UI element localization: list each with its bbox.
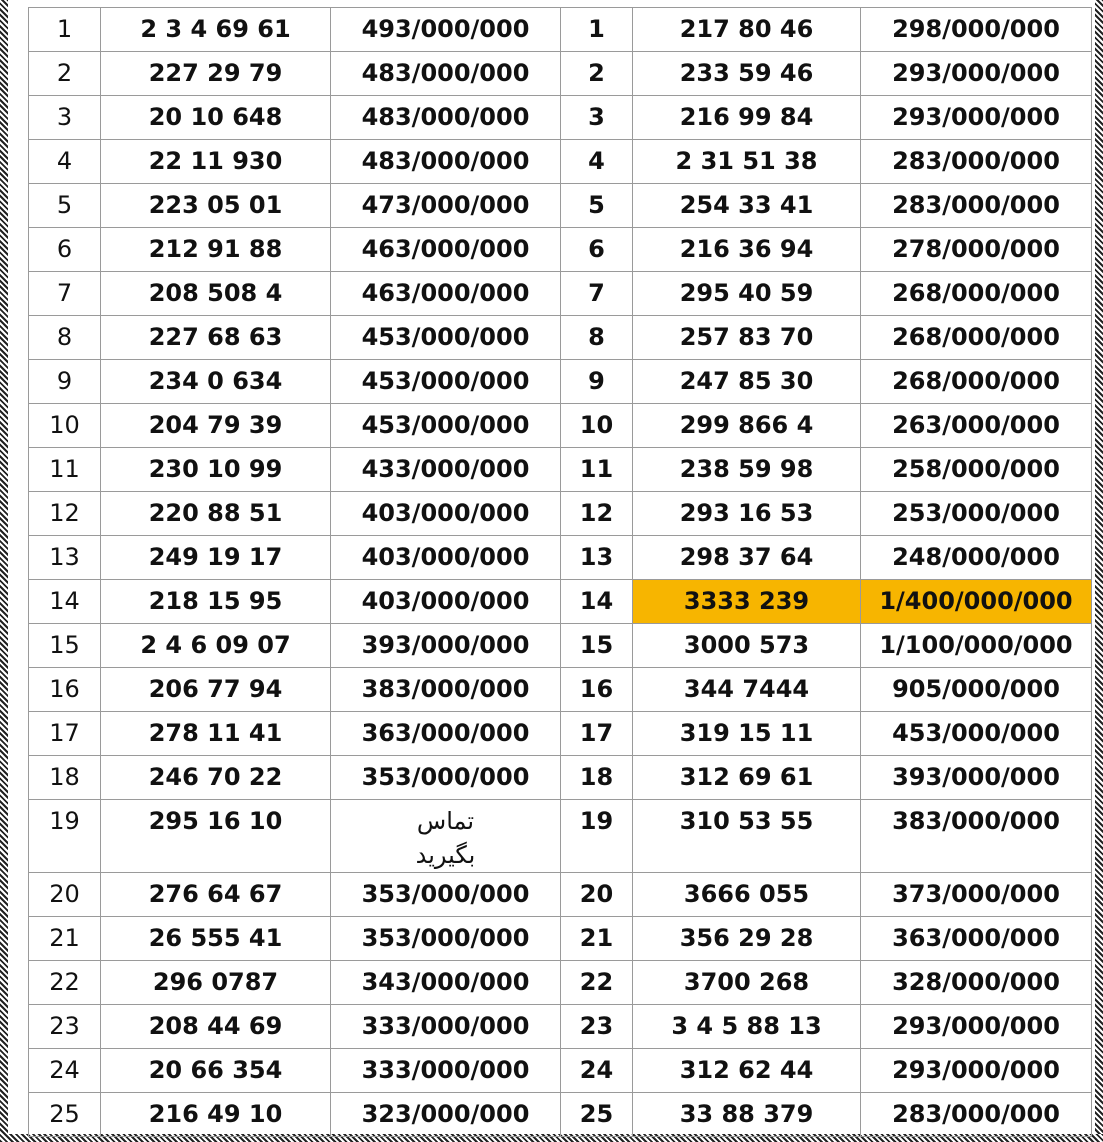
phone-number-left: 208 508 4 bbox=[101, 272, 331, 316]
phone-number-right: 312 62 44 bbox=[633, 1049, 861, 1093]
table-row bbox=[29, 272, 1092, 316]
phone-number-right: 216 99 84 bbox=[633, 96, 861, 140]
row-index-left: 12 bbox=[29, 492, 101, 536]
price-left: 353/000/000 bbox=[331, 756, 561, 800]
price-left: 463/000/000 bbox=[331, 228, 561, 272]
row-index-left: 7 bbox=[29, 272, 101, 316]
decorative-border-left bbox=[0, 0, 8, 1142]
table-row bbox=[29, 756, 1092, 800]
table-row bbox=[29, 712, 1092, 756]
price-left-contact bbox=[331, 800, 561, 873]
price-left: 403/000/000 bbox=[331, 536, 561, 580]
table-row bbox=[29, 228, 1092, 272]
phone-number-left: 22 11 930 bbox=[101, 140, 331, 184]
price-left: 393/000/000 bbox=[331, 624, 561, 668]
row-index-left: 16 bbox=[29, 668, 101, 712]
phone-number-left: 276 64 67 bbox=[101, 873, 331, 917]
row-index-left: 1 bbox=[29, 8, 101, 52]
price-right: 268/000/000 bbox=[861, 316, 1092, 360]
phone-number-right: 299 866 4 bbox=[633, 404, 861, 448]
phone-number-left: 246 70 22 bbox=[101, 756, 331, 800]
phone-number-left: 218 15 95 bbox=[101, 580, 331, 624]
phone-number-right: 217 80 46 bbox=[633, 8, 861, 52]
row-index-left: 19 bbox=[29, 800, 101, 873]
phone-number-left: 2 4 6 09 07 bbox=[101, 624, 331, 668]
row-index-right: 13 bbox=[561, 536, 633, 580]
row-index-right: 19 bbox=[561, 800, 633, 873]
row-index-left: 9 bbox=[29, 360, 101, 404]
row-index-right: 2 bbox=[561, 52, 633, 96]
price-right: 293/000/000 bbox=[861, 1005, 1092, 1049]
row-index-left: 13 bbox=[29, 536, 101, 580]
price-left: 483/000/000 bbox=[331, 96, 561, 140]
phone-number-right: 293 16 53 bbox=[633, 492, 861, 536]
phone-number-right: 312 69 61 bbox=[633, 756, 861, 800]
phone-number-right: 3666 055 bbox=[633, 873, 861, 917]
row-index-right: 4 bbox=[561, 140, 633, 184]
phone-number-right: 233 59 46 bbox=[633, 52, 861, 96]
phone-number-left: 227 29 79 bbox=[101, 52, 331, 96]
row-index-left: 2 bbox=[29, 52, 101, 96]
price-right: 363/000/000 bbox=[861, 917, 1092, 961]
phone-number-right: 216 36 94 bbox=[633, 228, 861, 272]
phone-number-right: 257 83 70 bbox=[633, 316, 861, 360]
price-left: 333/000/000 bbox=[331, 1049, 561, 1093]
table-row bbox=[29, 184, 1092, 228]
price-left: 483/000/000 bbox=[331, 52, 561, 96]
price-left: 483/000/000 bbox=[331, 140, 561, 184]
row-index-right: 22 bbox=[561, 961, 633, 1005]
phone-number-right: 295 40 59 bbox=[633, 272, 861, 316]
phone-number-left: 220 88 51 bbox=[101, 492, 331, 536]
phone-number-left: 216 49 10 bbox=[101, 1093, 331, 1137]
phone-number-left: 20 66 354 bbox=[101, 1049, 331, 1093]
phone-number-left: 234 0 634 bbox=[101, 360, 331, 404]
price-left: 403/000/000 bbox=[331, 580, 561, 624]
phone-number-right-highlighted: 3333 239 bbox=[633, 580, 861, 624]
phone-number-right: 310 53 55 bbox=[633, 800, 861, 873]
row-index-right: 5 bbox=[561, 184, 633, 228]
row-index-right: 15 bbox=[561, 624, 633, 668]
table-row bbox=[29, 492, 1092, 536]
table-row bbox=[29, 1005, 1092, 1049]
table-row bbox=[29, 668, 1092, 712]
phone-number-left: 249 19 17 bbox=[101, 536, 331, 580]
row-index-right: 23 bbox=[561, 1005, 633, 1049]
row-index-right: 20 bbox=[561, 873, 633, 917]
phone-number-right: 3700 268 bbox=[633, 961, 861, 1005]
row-index-left: 14 bbox=[29, 580, 101, 624]
row-index-left: 25 bbox=[29, 1093, 101, 1137]
price-left: 433/000/000 bbox=[331, 448, 561, 492]
row-index-left: 20 bbox=[29, 873, 101, 917]
row-index-right: 16 bbox=[561, 668, 633, 712]
row-index-right: 12 bbox=[561, 492, 633, 536]
price-right: 383/000/000 bbox=[861, 800, 1092, 873]
table-row bbox=[29, 580, 1092, 624]
table-row bbox=[29, 52, 1092, 96]
contact-text-line2: بگیرید bbox=[415, 841, 476, 869]
price-left: 383/000/000 bbox=[331, 668, 561, 712]
price-left: 453/000/000 bbox=[331, 360, 561, 404]
price-left: 453/000/000 bbox=[331, 316, 561, 360]
price-right: 293/000/000 bbox=[861, 96, 1092, 140]
phone-number-left: 296 0787 bbox=[101, 961, 331, 1005]
phone-number-price-table bbox=[28, 7, 1092, 1137]
row-index-left: 4 bbox=[29, 140, 101, 184]
price-right: 453/000/000 bbox=[861, 712, 1092, 756]
row-index-right: 17 bbox=[561, 712, 633, 756]
table-row bbox=[29, 1049, 1092, 1093]
table-row bbox=[29, 536, 1092, 580]
price-right: 268/000/000 bbox=[861, 272, 1092, 316]
price-right: 253/000/000 bbox=[861, 492, 1092, 536]
phone-number-right: 319 15 11 bbox=[633, 712, 861, 756]
row-index-left: 21 bbox=[29, 917, 101, 961]
price-right: 373/000/000 bbox=[861, 873, 1092, 917]
price-left: 463/000/000 bbox=[331, 272, 561, 316]
price-right: 248/000/000 bbox=[861, 536, 1092, 580]
table-row bbox=[29, 917, 1092, 961]
phone-number-left: 20 10 648 bbox=[101, 96, 331, 140]
row-index-right: 25 bbox=[561, 1093, 633, 1137]
phone-number-right: 344 7444 bbox=[633, 668, 861, 712]
price-right: 258/000/000 bbox=[861, 448, 1092, 492]
price-right: 905/000/000 bbox=[861, 668, 1092, 712]
phone-number-left: 204 79 39 bbox=[101, 404, 331, 448]
price-right: 328/000/000 bbox=[861, 961, 1092, 1005]
row-index-right: 11 bbox=[561, 448, 633, 492]
row-index-left: 10 bbox=[29, 404, 101, 448]
price-left: 323/000/000 bbox=[331, 1093, 561, 1137]
row-index-right: 1 bbox=[561, 8, 633, 52]
row-index-left: 5 bbox=[29, 184, 101, 228]
row-index-right: 8 bbox=[561, 316, 633, 360]
price-right: 283/000/000 bbox=[861, 140, 1092, 184]
phone-number-left: 212 91 88 bbox=[101, 228, 331, 272]
price-left: 403/000/000 bbox=[331, 492, 561, 536]
price-left: 353/000/000 bbox=[331, 917, 561, 961]
price-left: 493/000/000 bbox=[331, 8, 561, 52]
price-right: 263/000/000 bbox=[861, 404, 1092, 448]
phone-number-right: 247 85 30 bbox=[633, 360, 861, 404]
table-row bbox=[29, 873, 1092, 917]
table-row bbox=[29, 404, 1092, 448]
table-row bbox=[29, 96, 1092, 140]
price-right: 283/000/000 bbox=[861, 1093, 1092, 1137]
table-row bbox=[29, 1093, 1092, 1137]
row-index-right: 3 bbox=[561, 96, 633, 140]
phone-number-left: 2 3 4 69 61 bbox=[101, 8, 331, 52]
row-index-right: 21 bbox=[561, 917, 633, 961]
phone-number-right: 3 4 5 88 13 bbox=[633, 1005, 861, 1049]
table-row bbox=[29, 316, 1092, 360]
table-row bbox=[29, 800, 1092, 873]
row-index-right: 7 bbox=[561, 272, 633, 316]
phone-number-right: 356 29 28 bbox=[633, 917, 861, 961]
table-row bbox=[29, 8, 1092, 52]
row-index-right: 9 bbox=[561, 360, 633, 404]
phone-number-left: 26 555 41 bbox=[101, 917, 331, 961]
phone-number-left: 278 11 41 bbox=[101, 712, 331, 756]
row-index-left: 23 bbox=[29, 1005, 101, 1049]
price-left: 473/000/000 bbox=[331, 184, 561, 228]
table-row bbox=[29, 140, 1092, 184]
price-right: 1/100/000/000 bbox=[861, 624, 1092, 668]
phone-number-right: 3000 573 bbox=[633, 624, 861, 668]
price-left: 363/000/000 bbox=[331, 712, 561, 756]
phone-number-right: 2 31 51 38 bbox=[633, 140, 861, 184]
row-index-left: 15 bbox=[29, 624, 101, 668]
price-left: 333/000/000 bbox=[331, 1005, 561, 1049]
phone-number-left: 223 05 01 bbox=[101, 184, 331, 228]
price-right: 278/000/000 bbox=[861, 228, 1092, 272]
row-index-left: 18 bbox=[29, 756, 101, 800]
row-index-left: 11 bbox=[29, 448, 101, 492]
price-right: 268/000/000 bbox=[861, 360, 1092, 404]
row-index-left: 17 bbox=[29, 712, 101, 756]
table-row bbox=[29, 624, 1092, 668]
phone-number-left: 208 44 69 bbox=[101, 1005, 331, 1049]
row-index-left: 24 bbox=[29, 1049, 101, 1093]
row-index-right: 6 bbox=[561, 228, 633, 272]
price-right: 298/000/000 bbox=[861, 8, 1092, 52]
price-left: 343/000/000 bbox=[331, 961, 561, 1005]
row-index-right: 14 bbox=[561, 580, 633, 624]
price-right-highlighted: 1/400/000/000 bbox=[861, 580, 1092, 624]
row-index-left: 3 bbox=[29, 96, 101, 140]
price-right: 283/000/000 bbox=[861, 184, 1092, 228]
phone-number-right: 254 33 41 bbox=[633, 184, 861, 228]
row-index-right: 10 bbox=[561, 404, 633, 448]
contact-text-line1: تماس bbox=[416, 807, 475, 835]
phone-number-left: 227 68 63 bbox=[101, 316, 331, 360]
phone-number-left: 230 10 99 bbox=[101, 448, 331, 492]
price-right: 293/000/000 bbox=[861, 52, 1092, 96]
phone-number-right: 33 88 379 bbox=[633, 1093, 861, 1137]
row-index-right: 24 bbox=[561, 1049, 633, 1093]
row-index-left: 8 bbox=[29, 316, 101, 360]
phone-number-right: 238 59 98 bbox=[633, 448, 861, 492]
price-left: 453/000/000 bbox=[331, 404, 561, 448]
table-row bbox=[29, 448, 1092, 492]
table-row bbox=[29, 961, 1092, 1005]
price-right: 393/000/000 bbox=[861, 756, 1092, 800]
decorative-border-right bbox=[1095, 0, 1103, 1142]
price-left: 353/000/000 bbox=[331, 873, 561, 917]
phone-number-right: 298 37 64 bbox=[633, 536, 861, 580]
phone-number-left: 206 77 94 bbox=[101, 668, 331, 712]
price-right: 293/000/000 bbox=[861, 1049, 1092, 1093]
row-index-left: 6 bbox=[29, 228, 101, 272]
table-row bbox=[29, 360, 1092, 404]
phone-number-left: 295 16 10 bbox=[101, 800, 331, 873]
table-body bbox=[29, 8, 1092, 1137]
row-index-left: 22 bbox=[29, 961, 101, 1005]
row-index-right: 18 bbox=[561, 756, 633, 800]
